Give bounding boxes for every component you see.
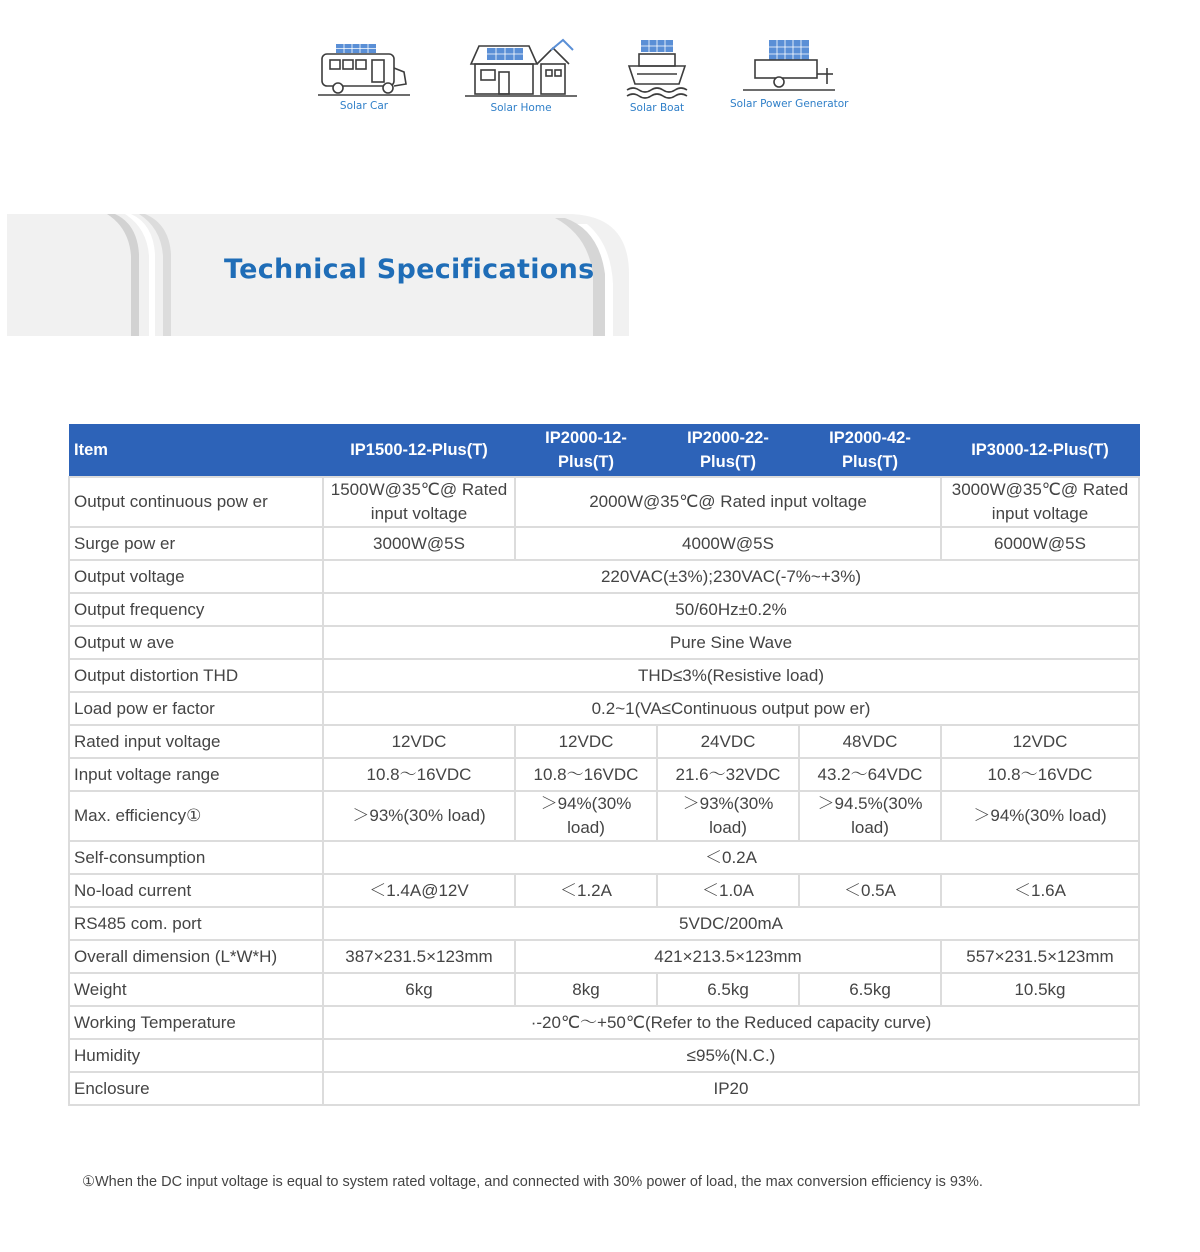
table-row bbox=[69, 527, 1139, 560]
table-cell: 24VDC bbox=[657, 725, 799, 758]
table-cell: THD≤3%(Resistive load) bbox=[323, 659, 1139, 692]
table-row bbox=[69, 758, 1139, 791]
column-header-ip1500-12: IP1500-12-Plus(T) bbox=[323, 424, 515, 477]
table-cell: 0.2~1(VA≤Continuous output pow er) bbox=[323, 692, 1139, 725]
application-solar-generator bbox=[730, 38, 849, 110]
table-cell: ＜0.2A bbox=[323, 841, 1139, 874]
table-cell: 3000W@5S bbox=[323, 527, 515, 560]
table-cell: ·-20℃～+50℃(Refer to the Reduced capacity curve) bbox=[323, 1006, 1139, 1039]
table-cell: ＞94.5%(30% load) bbox=[799, 791, 941, 841]
row-label: Max. efficiency① bbox=[69, 791, 323, 841]
table-row bbox=[69, 593, 1139, 626]
table-cell: 6.5kg bbox=[657, 973, 799, 1006]
column-header-ip3000-12: IP3000-12-Plus(T) bbox=[941, 424, 1139, 477]
solar-home-icon bbox=[465, 38, 577, 100]
table-row bbox=[69, 1006, 1139, 1039]
table-cell: ＜1.0A bbox=[657, 874, 799, 907]
table-cell: 8kg bbox=[515, 973, 657, 1006]
row-label: Working Temperature bbox=[69, 1006, 323, 1039]
table-cell: ＜1.2A bbox=[515, 874, 657, 907]
row-label: Output w ave bbox=[69, 626, 323, 659]
table-cell: 6kg bbox=[323, 973, 515, 1006]
application-solar-car bbox=[318, 38, 410, 112]
table-row bbox=[69, 973, 1139, 1006]
table-cell: 12VDC bbox=[515, 725, 657, 758]
row-label: Weight bbox=[69, 973, 323, 1006]
table-cell: 10.8～16VDC bbox=[323, 758, 515, 791]
table-cell: ＜1.4A@12V bbox=[323, 874, 515, 907]
table-cell: ≤95%(N.C.) bbox=[323, 1039, 1139, 1072]
column-header-item: Item bbox=[69, 424, 323, 477]
table-row bbox=[69, 874, 1139, 907]
row-label: RS485 com. port bbox=[69, 907, 323, 940]
solar-generator-icon bbox=[739, 38, 839, 96]
row-label: Output frequency bbox=[69, 593, 323, 626]
app-label-solar-car: Solar Car bbox=[339, 100, 389, 112]
app-label-solar-generator: Solar Power Generator bbox=[730, 98, 849, 110]
table-cell: ＞94%(30% load) bbox=[515, 791, 657, 841]
table-row bbox=[69, 725, 1139, 758]
table-cell: ＞93%(30% load) bbox=[323, 791, 515, 841]
table-row bbox=[69, 477, 1139, 527]
row-label: Input voltage range bbox=[69, 758, 323, 791]
solar-boat-icon bbox=[625, 38, 689, 100]
table-row bbox=[69, 907, 1139, 940]
row-label: Overall dimension (L*W*H) bbox=[69, 940, 323, 973]
table-cell: ＜1.6A bbox=[941, 874, 1139, 907]
table-row bbox=[69, 560, 1139, 593]
footnote: ①When the DC input voltage is equal to system rated voltage, and connected with 30% power of load, the max conversion efficiency is 93%. bbox=[82, 1174, 983, 1190]
table-row bbox=[69, 626, 1139, 659]
table-cell: 3000W@35℃@ Rated input voltage bbox=[941, 477, 1139, 527]
table-row bbox=[69, 692, 1139, 725]
table-cell: 6000W@5S bbox=[941, 527, 1139, 560]
column-header-ip2000-42: IP2000-42-Plus(T) bbox=[799, 424, 941, 477]
table-cell: 43.2～64VDC bbox=[799, 758, 941, 791]
column-header-ip2000-12: IP2000-12-Plus(T) bbox=[515, 424, 657, 477]
solar-car-icon bbox=[318, 38, 410, 98]
table-cell: 4000W@5S bbox=[515, 527, 941, 560]
row-label: No-load current bbox=[69, 874, 323, 907]
table-cell: 10.8～16VDC bbox=[515, 758, 657, 791]
table-cell: 1500W@35℃@ Rated input voltage bbox=[323, 477, 515, 527]
row-label: Output voltage bbox=[69, 560, 323, 593]
table-row bbox=[69, 1039, 1139, 1072]
table-cell: 220VAC(±3%);230VAC(-7%~+3%) bbox=[323, 560, 1139, 593]
section-title: Technical Specifications bbox=[224, 254, 595, 285]
table-cell: 387×231.5×123mm bbox=[323, 940, 515, 973]
table-cell: 421×213.5×123mm bbox=[515, 940, 941, 973]
row-label: Output distortion THD bbox=[69, 659, 323, 692]
section-banner bbox=[7, 214, 629, 336]
table-cell: 6.5kg bbox=[799, 973, 941, 1006]
application-solar-boat bbox=[625, 38, 689, 114]
table-cell: 10.5kg bbox=[941, 973, 1139, 1006]
table-row bbox=[69, 841, 1139, 874]
table-header-row bbox=[69, 424, 1139, 477]
table-cell: 48VDC bbox=[799, 725, 941, 758]
row-label: Load pow er factor bbox=[69, 692, 323, 725]
row-label: Rated input voltage bbox=[69, 725, 323, 758]
row-label: Surge pow er bbox=[69, 527, 323, 560]
app-label-solar-home: Solar Home bbox=[490, 102, 552, 114]
row-label: Humidity bbox=[69, 1039, 323, 1072]
column-header-ip2000-22: IP2000-22-Plus(T) bbox=[657, 424, 799, 477]
table-cell: 12VDC bbox=[941, 725, 1139, 758]
table-cell: ＜0.5A bbox=[799, 874, 941, 907]
table-cell: 2000W@35℃@ Rated input voltage bbox=[515, 477, 941, 527]
table-cell: 50/60Hz±0.2% bbox=[323, 593, 1139, 626]
row-label: Output continuous pow er bbox=[69, 477, 323, 527]
table-cell: ＞93%(30% load) bbox=[657, 791, 799, 841]
row-label: Enclosure bbox=[69, 1072, 323, 1105]
table-row bbox=[69, 659, 1139, 692]
table-row bbox=[69, 1072, 1139, 1105]
table-cell: 10.8～16VDC bbox=[941, 758, 1139, 791]
table-cell: ＞94%(30% load) bbox=[941, 791, 1139, 841]
table-cell: 5VDC/200mA bbox=[323, 907, 1139, 940]
table-row bbox=[69, 940, 1139, 973]
table-row bbox=[69, 791, 1139, 841]
app-label-solar-boat: Solar Boat bbox=[629, 102, 685, 114]
application-solar-home bbox=[465, 38, 577, 114]
applications-row bbox=[300, 38, 880, 128]
table-cell: Pure Sine Wave bbox=[323, 626, 1139, 659]
table-cell: 21.6～32VDC bbox=[657, 758, 799, 791]
row-label: Self-consumption bbox=[69, 841, 323, 874]
table-cell: 12VDC bbox=[323, 725, 515, 758]
table-cell: IP20 bbox=[323, 1072, 1139, 1105]
spec-table bbox=[68, 424, 1140, 1106]
table-cell: 557×231.5×123mm bbox=[941, 940, 1139, 973]
